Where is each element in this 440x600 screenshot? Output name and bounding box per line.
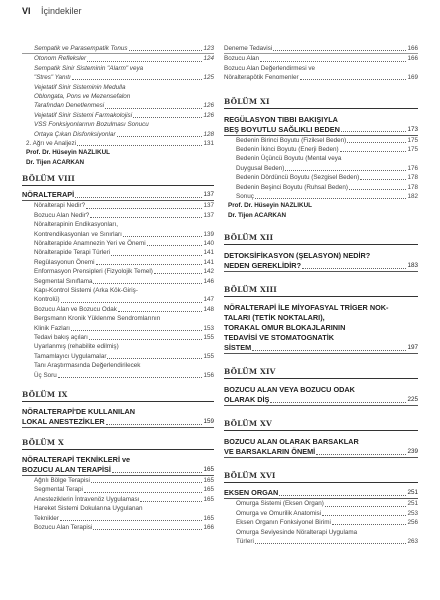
page-ref: 166 — [203, 524, 214, 532]
section-title[interactable] — [22, 190, 214, 201]
entry-text: Ortaya Çıkan Disfonksiyonlar — [34, 130, 116, 138]
toc-entry[interactable] — [22, 504, 214, 523]
entry-text: LOKAL ANESTEZİKLER — [22, 417, 105, 426]
author-name: Prof. Dr. Hüseyin NAZLIKUL — [228, 202, 312, 210]
page-ref: 155 — [203, 352, 214, 360]
entry-text: Tamamlayıcı Uygulamalar — [34, 352, 107, 360]
dot-leader — [84, 492, 203, 493]
section-xvi — [224, 471, 418, 546]
toc-entry[interactable] — [22, 314, 214, 333]
entry-text: 2. Ağrı ve Analjezi — [26, 140, 77, 148]
section-title[interactable] — [224, 343, 418, 354]
dot-leader — [322, 515, 406, 516]
dot-leader — [106, 424, 203, 425]
dot-leader — [255, 198, 407, 199]
entry-text: Deneme Tedavisi — [224, 45, 273, 52]
page-ref: 141 — [203, 249, 214, 257]
entry-text: Kontrolü) — [34, 296, 60, 304]
section-title[interactable] — [22, 417, 214, 428]
entry-text: Enformasyon Prensipleri (Fizyolojik Temel) — [34, 268, 153, 276]
entry-text: Sempatik ve Parasempatik Tonus — [34, 45, 128, 52]
page-ref: 182 — [407, 193, 418, 201]
page-ref: 140 — [203, 239, 214, 247]
section-label: BÖLÜM XII — [224, 233, 418, 245]
page-ref: 126 — [203, 111, 214, 119]
section-title-line[interactable] — [224, 251, 418, 261]
dot-leader — [252, 350, 406, 351]
page-ref: 124 — [203, 55, 214, 63]
page-ref: 155 — [203, 333, 214, 341]
dot-leader — [89, 339, 203, 340]
entry-text: Anesteziklerin İntravenöz Uygulaması — [34, 495, 140, 503]
page-ref: 263 — [407, 537, 418, 545]
section-title-line[interactable] — [224, 313, 418, 323]
entry-text: Duygusal Beden) — [236, 164, 285, 172]
toc-entry[interactable] — [22, 286, 214, 305]
dot-leader — [71, 330, 202, 331]
toc-entry[interactable] — [22, 111, 214, 120]
entry-text: Regülasyonun Önemi — [34, 258, 95, 266]
page-ref: 166 — [407, 45, 418, 52]
entry-line — [224, 164, 418, 173]
entry-text: Segmental Terapi — [34, 486, 83, 494]
dot-leader — [93, 529, 202, 530]
page-ref: 183 — [407, 262, 418, 270]
dot-leader — [117, 136, 203, 137]
page-ref: 256 — [407, 519, 418, 527]
toc-entry[interactable] — [22, 277, 214, 286]
page-ref: 128 — [203, 130, 214, 138]
entry-line — [22, 73, 214, 82]
section-title[interactable] — [224, 261, 418, 272]
page-ref: 251 — [407, 489, 418, 497]
entry-text: Bedenin Birinci Boyutu (Fiziksel Beden) — [236, 136, 347, 144]
section-title[interactable] — [224, 395, 418, 406]
section-title-line[interactable] — [224, 115, 418, 125]
toc-entry[interactable] — [224, 54, 418, 63]
page-ref: 165 — [203, 514, 214, 522]
section-label: BÖLÜM XV — [224, 419, 418, 431]
page-ref: 147 — [203, 296, 214, 304]
entry-line — [22, 295, 214, 304]
entry-text: Nöralterapötik Fenomenler — [224, 74, 299, 82]
dot-leader — [260, 61, 406, 62]
author-name: Dr. Tijen ACARKAN — [26, 158, 85, 166]
toc-entry[interactable] — [22, 211, 214, 220]
entry-line — [224, 537, 418, 546]
section-title-line[interactable] — [224, 385, 418, 395]
section-title-line[interactable] — [224, 303, 418, 313]
toc-entry[interactable] — [22, 305, 214, 314]
section-xv — [224, 419, 418, 458]
page-ref: 156 — [203, 371, 214, 379]
entry-text: TORAKAL OMUR BLOKAJLARININ — [224, 323, 346, 333]
entry-line: Nöralterapinin Endikasyonları, — [34, 221, 119, 229]
page-ref: 123 — [203, 45, 214, 52]
section-title-line[interactable] — [22, 407, 214, 417]
dot-leader — [93, 283, 202, 284]
entry-line — [22, 324, 214, 333]
entry-text: Ağrılı Bölge Terapisi — [34, 477, 90, 484]
author-name: Prof. Dr. Hüseyin NAZLIKUL — [26, 149, 110, 157]
dot-leader — [140, 501, 202, 502]
section-ix — [22, 390, 214, 428]
toc-entry[interactable] — [224, 145, 418, 154]
toc-entry[interactable] — [22, 54, 214, 63]
entry-text: Kontrendikasyonları ve Sınırları — [34, 230, 122, 238]
entry-text: EKSEN ORGAN — [224, 488, 279, 498]
section-title[interactable] — [224, 125, 418, 136]
page-ref: 126 — [203, 102, 214, 110]
dot-leader — [340, 151, 407, 152]
entry-text: Omurga ve Omurilik Anatomisi — [236, 509, 322, 517]
toc-entry[interactable] — [224, 173, 418, 182]
entry-text: Bedenin İkinci Boyutu (Enerji Beden) — [236, 146, 339, 154]
dot-leader — [72, 79, 203, 80]
page-ref: 175 — [407, 136, 418, 144]
entry-text: Otonom Refleksler — [34, 55, 87, 63]
entry-text: NÖRALTERAPİ İLE MİYOFASYAL TRİGER NOK- — [224, 303, 389, 313]
entry-line: Bozucu Alan Değerlendirmesi ve — [224, 64, 316, 72]
dot-leader — [154, 273, 203, 274]
toc-entry[interactable] — [224, 136, 418, 145]
entry-text: Bedenin Beşinci Boyutu (Ruhsal Beden) — [236, 183, 349, 191]
entry-text: SİSTEM — [224, 343, 252, 353]
toc-entry[interactable] — [224, 528, 418, 547]
page-header — [22, 6, 82, 16]
page-ref: 239 — [407, 448, 418, 456]
dot-leader — [255, 543, 407, 544]
section-title[interactable] — [224, 488, 418, 499]
toc-entry[interactable] — [22, 361, 214, 380]
dot-leader — [273, 50, 406, 51]
page-ref: 153 — [203, 324, 214, 332]
page-ref: 166 — [407, 55, 418, 63]
page-ref: 137 — [203, 202, 214, 210]
entry-text: Omurga Sistemi (Eksen Organ) — [236, 500, 324, 508]
entry-text: Eksen Organın Fonksiyonel Birimi — [236, 519, 331, 527]
entry-line: Vejetatif Sinir Sisteminin Medulla — [34, 83, 126, 91]
toc-entry[interactable] — [22, 523, 214, 532]
entry-text: Bozucu Alan ve Bozucu Odak — [34, 305, 117, 313]
entry-text: Nöralterapide Terapi Türleri — [34, 249, 111, 257]
page-ref: 176 — [407, 164, 418, 172]
entry-text: OLARAK DİŞ — [224, 395, 270, 405]
dot-leader — [133, 117, 202, 118]
page-ref: 141 — [203, 258, 214, 266]
section-title-line[interactable] — [224, 437, 418, 447]
dot-leader — [360, 179, 406, 180]
toc-entry[interactable] — [224, 499, 418, 508]
dot-leader — [302, 268, 406, 269]
toc-entry[interactable] — [22, 485, 214, 494]
entry-line: Tanı Araştırmasında Değerlendirilecek — [34, 362, 141, 370]
toc-entry[interactable] — [22, 333, 214, 342]
dot-leader — [270, 402, 406, 403]
entry-text: Üç Soru — [34, 371, 57, 379]
entry-text: Nöralterapi Nedir? — [34, 202, 86, 210]
page-ref: 165 — [203, 486, 214, 494]
entry-text: Vejetatif Sinir Sistemi Farmakolojisi — [34, 111, 133, 119]
dot-leader — [349, 189, 406, 190]
page-ref: 131 — [203, 140, 214, 148]
entry-text: BOZUCU ALAN OLARAK BARSAKLAR — [224, 437, 359, 447]
section-title[interactable] — [22, 465, 214, 476]
dot-leader — [316, 454, 406, 455]
dot-leader — [61, 302, 203, 303]
entry-text: Teknikler — [34, 514, 59, 522]
page-ref: 137 — [203, 211, 214, 219]
entry-text: Bozucu Alan Terapisi — [34, 524, 93, 532]
section-viii — [22, 174, 214, 380]
page-ref: 142 — [203, 268, 214, 276]
entry-text: BOZUCU ALAN VEYA BOZUCU ODAK — [224, 385, 355, 395]
entry-text: Sonuç — [236, 193, 254, 201]
dot-leader — [341, 131, 407, 132]
entry-text: NEDEN GEREKLİDİR? — [224, 261, 302, 271]
entry-text: Türleri — [236, 537, 254, 545]
dot-leader — [77, 145, 202, 146]
section-xiv — [224, 367, 418, 406]
page-ref: 178 — [407, 174, 418, 182]
toc-entry[interactable] — [22, 83, 214, 111]
entry-text: Bozucu Alan — [224, 55, 260, 63]
dot-leader — [325, 506, 407, 507]
entry-text: Bedenin Dördüncü Boyutu (Sezgisel Beden) — [236, 174, 360, 182]
dot-leader — [111, 255, 202, 256]
toc-entry[interactable] — [224, 44, 418, 54]
entry-line — [22, 230, 214, 239]
left-column — [22, 44, 214, 532]
section-label: BÖLÜM IX — [22, 390, 214, 402]
entry-text: "Stres" Yanıtı — [34, 74, 71, 82]
dot-leader — [96, 264, 203, 265]
section-label: BÖLÜM XI — [224, 97, 418, 109]
entry-line: Bedenin Üçüncü Boyutu (Mental veya — [236, 155, 342, 163]
section-label: BÖLÜM X — [22, 438, 214, 450]
section-xii — [224, 233, 418, 272]
toc-entry[interactable] — [22, 476, 214, 485]
page-ref: 146 — [203, 277, 214, 285]
entry-line: Oblongata, Pons ve Mezensefalon — [34, 93, 131, 101]
entry-text: Tarafından Denetlenmesi — [34, 102, 105, 110]
section-xiii — [224, 285, 418, 354]
page-ref: 137 — [203, 191, 214, 199]
header-title: İçindekiler — [41, 6, 82, 16]
entry-text: Bozucu Alan Nedir? — [34, 211, 90, 219]
toc-entry[interactable] — [22, 44, 214, 54]
entry-text: TALARI (TETİK NOKTALARI), — [224, 313, 325, 323]
toc-entry[interactable] — [224, 64, 418, 83]
toc-entry[interactable] — [22, 258, 214, 267]
right-column — [224, 44, 418, 546]
page-ref: 165 — [203, 466, 214, 473]
toc-entry[interactable] — [22, 220, 214, 239]
entry-text: BOZUCU ALAN TERAPİSİ — [22, 465, 111, 474]
entry-text: Segmental Sınıflama — [34, 277, 93, 285]
section-label: BÖLÜM XIII — [224, 285, 418, 297]
section-title-line[interactable] — [224, 323, 418, 333]
dot-leader — [118, 311, 203, 312]
dot-leader — [105, 108, 202, 109]
entry-text: TEDAVİSİ VE STOMATOGNATİK — [224, 333, 335, 343]
entry-text: DETOKSİFİKASYON (ŞELASYON) NEDİR? — [224, 251, 371, 261]
page-ref: 197 — [407, 344, 418, 352]
toc-entry[interactable] — [22, 248, 214, 257]
entry-line: VSS Fonksiyonlarının Bozulması Sonucu — [34, 121, 149, 129]
dot-leader — [107, 358, 202, 359]
page-ref: 125 — [203, 74, 214, 82]
page-ref: 139 — [203, 230, 214, 238]
entry-line: Bergsmann Kronik Yüklenme Sendromlarının — [34, 315, 161, 323]
page-ref: 173 — [407, 125, 418, 133]
toc-entry[interactable] — [22, 342, 214, 361]
dot-leader — [285, 170, 406, 171]
toc-entry[interactable] — [22, 120, 214, 139]
toc-entry[interactable] — [22, 139, 214, 148]
toc-entry[interactable] — [224, 183, 418, 192]
toc-entry[interactable] — [224, 509, 418, 518]
page-ref: 175 — [407, 146, 418, 154]
entry-line — [22, 352, 214, 361]
section-title[interactable] — [224, 447, 418, 458]
entry-line: Sempatik Sinir Sisteminin "Alarm" veya — [34, 64, 144, 72]
dot-leader — [279, 495, 406, 496]
dot-leader — [91, 482, 203, 483]
entry-line: Kapı-Kontrol Sistemi (Arka Kök-Giriş- — [34, 286, 138, 294]
dot-leader — [60, 520, 203, 521]
section-label: BÖLÜM XIV — [224, 367, 418, 379]
page-ref: 178 — [407, 183, 418, 191]
entry-line: Omurga Seviyesinde Nöralterapi Uygulama — [236, 528, 358, 536]
page-number: VI — [22, 6, 31, 16]
page-ref: 159 — [203, 418, 214, 425]
entry-text: Klinik Fazları — [34, 324, 71, 332]
entry-line: Hareket Sistemi Dokularına Uygulanan — [34, 505, 143, 513]
dot-leader — [112, 472, 203, 473]
section-x — [22, 438, 214, 532]
entry-text: NÖRALTERAPİ'DE KULLANILAN — [22, 407, 136, 416]
entry-line: Uyarlanmış (rehabilite edilmiş) — [34, 343, 119, 351]
entry-text: VE BARSAKLARIN ÖNEMİ — [224, 447, 316, 457]
toc-entry[interactable] — [22, 239, 214, 248]
dot-leader — [86, 208, 202, 209]
entry-line — [22, 371, 214, 380]
entry-line — [22, 514, 214, 523]
dot-leader — [332, 524, 407, 525]
dot-leader — [300, 79, 407, 80]
page-ref: 165 — [203, 495, 214, 503]
toc-entry[interactable] — [22, 495, 214, 504]
entry-text: REGÜLASYON TIBBI BAKIŞIYLA — [224, 114, 338, 124]
section-xi — [224, 97, 418, 221]
dot-leader — [123, 236, 203, 237]
toc-entry[interactable] — [224, 192, 418, 201]
section-title-line[interactable] — [224, 333, 418, 343]
section-label: BÖLÜM VIII — [22, 174, 214, 186]
entry-line — [22, 130, 214, 139]
page-ref: 165 — [203, 477, 214, 484]
entry-text: NÖRALTERAPİ TEKNİKLERİ ve — [22, 455, 131, 464]
toc-entry[interactable] — [224, 518, 418, 527]
page-ref: 251 — [407, 500, 418, 508]
dot-leader — [87, 61, 202, 62]
toc-entry[interactable] — [22, 267, 214, 276]
section-title-line[interactable] — [22, 455, 214, 465]
dot-leader — [58, 377, 203, 378]
page-ref: 148 — [203, 305, 214, 313]
dot-leader — [90, 217, 202, 218]
page-ref: 253 — [407, 509, 418, 517]
entry-text: NÖRALTERAPİ — [22, 190, 75, 200]
toc-entry[interactable] — [224, 154, 418, 173]
dot-leader — [129, 50, 203, 51]
toc-entry[interactable] — [22, 64, 214, 83]
author-name: Dr. Tijen ACARKAN — [228, 211, 287, 219]
entry-text: Nöralterapide Anamnezin Yeri ve Önemi — [34, 239, 146, 247]
toc-entry[interactable] — [22, 201, 214, 210]
entry-text: Tedavi bakış açıları — [34, 333, 88, 341]
page-ref: 225 — [407, 396, 418, 404]
entry-text: BEŞ BOYUTLU SAĞLIKLI BEDEN — [224, 124, 340, 134]
dot-leader — [147, 245, 203, 246]
entry-line — [224, 73, 418, 82]
entry-line — [22, 101, 214, 110]
page-ref: 169 — [407, 74, 418, 82]
dot-leader — [347, 142, 406, 143]
dot-leader — [75, 197, 202, 198]
section-label: BÖLÜM XVI — [224, 471, 418, 483]
